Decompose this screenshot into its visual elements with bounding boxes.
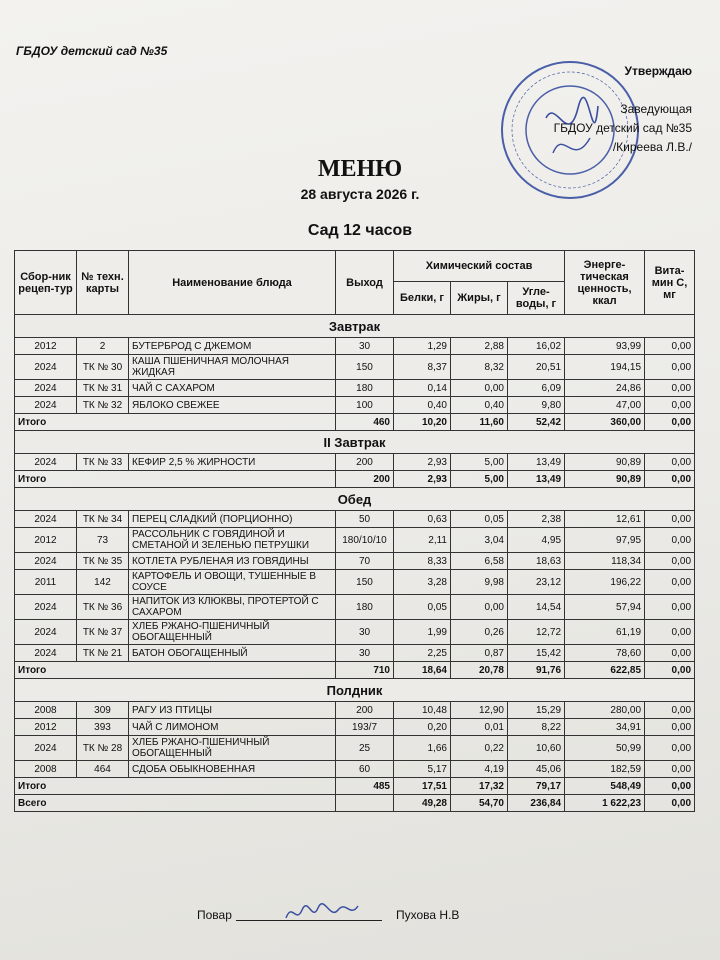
cell-dish: ПЕРЕЦ СЛАДКИЙ (ПОРЦИОННО) bbox=[129, 511, 336, 528]
cell-year: 2024 bbox=[15, 645, 77, 662]
total-row bbox=[15, 414, 695, 431]
table-row bbox=[15, 338, 695, 355]
grand-total-p: 49,28 bbox=[394, 795, 451, 812]
cell-c: 8,22 bbox=[508, 719, 565, 736]
cell-f: 5,00 bbox=[451, 454, 508, 471]
cell-e: 194,15 bbox=[565, 355, 645, 380]
cook-name: Пухова Н.В bbox=[396, 908, 460, 922]
total-f: 20,78 bbox=[451, 662, 508, 679]
cell-year: 2024 bbox=[15, 397, 77, 414]
total-e: 622,85 bbox=[565, 662, 645, 679]
cell-v: 0,00 bbox=[645, 338, 695, 355]
cell-p: 8,33 bbox=[394, 553, 451, 570]
approve-title: Утверждаю bbox=[624, 64, 692, 78]
menu-date: 28 августа 2026 г. bbox=[300, 186, 420, 202]
cell-f: 0,40 bbox=[451, 397, 508, 414]
cell-year: 2008 bbox=[15, 761, 77, 778]
cell-p: 0,40 bbox=[394, 397, 451, 414]
table-row bbox=[15, 355, 695, 380]
cell-out: 60 bbox=[336, 761, 394, 778]
cell-out: 70 bbox=[336, 553, 394, 570]
section-title: Обед bbox=[15, 488, 695, 511]
total-out: 460 bbox=[336, 414, 394, 431]
cell-e: 57,94 bbox=[565, 595, 645, 620]
cell-year: 2024 bbox=[15, 620, 77, 645]
grand-total-label: Всего bbox=[15, 795, 336, 812]
cell-year: 2012 bbox=[15, 338, 77, 355]
cell-p: 5,17 bbox=[394, 761, 451, 778]
total-p: 18,64 bbox=[394, 662, 451, 679]
cell-year: 2011 bbox=[15, 570, 77, 595]
cell-f: 0,87 bbox=[451, 645, 508, 662]
cell-e: 78,60 bbox=[565, 645, 645, 662]
cell-year: 2008 bbox=[15, 702, 77, 719]
header-carbs: Угле-воды, г bbox=[508, 282, 565, 315]
cell-e: 12,61 bbox=[565, 511, 645, 528]
cell-v: 0,00 bbox=[645, 553, 695, 570]
cell-year: 2024 bbox=[15, 553, 77, 570]
cell-out: 30 bbox=[336, 338, 394, 355]
cell-card: ТК № 36 bbox=[77, 595, 129, 620]
approve-name: /Киреева Л.В./ bbox=[612, 140, 692, 154]
cell-e: 24,86 bbox=[565, 380, 645, 397]
cell-out: 180 bbox=[336, 380, 394, 397]
total-out: 200 bbox=[336, 471, 394, 488]
cell-f: 12,90 bbox=[451, 702, 508, 719]
cell-out: 150 bbox=[336, 570, 394, 595]
section-row bbox=[15, 431, 695, 454]
header-energy: Энерге-тическая ценность, ккал bbox=[565, 251, 645, 315]
cell-f: 0,00 bbox=[451, 380, 508, 397]
cell-p: 1,66 bbox=[394, 736, 451, 761]
cell-v: 0,00 bbox=[645, 595, 695, 620]
total-p: 17,51 bbox=[394, 778, 451, 795]
table-row bbox=[15, 620, 695, 645]
section-title: II Завтрак bbox=[15, 431, 695, 454]
cell-c: 2,38 bbox=[508, 511, 565, 528]
menu-table bbox=[14, 250, 695, 812]
cell-f: 8,32 bbox=[451, 355, 508, 380]
cell-card: 2 bbox=[77, 338, 129, 355]
cell-e: 196,22 bbox=[565, 570, 645, 595]
cell-c: 15,29 bbox=[508, 702, 565, 719]
cell-e: 61,19 bbox=[565, 620, 645, 645]
cell-out: 30 bbox=[336, 645, 394, 662]
cell-p: 8,37 bbox=[394, 355, 451, 380]
total-label: Итого bbox=[15, 778, 336, 795]
total-c: 79,17 bbox=[508, 778, 565, 795]
cell-c: 10,60 bbox=[508, 736, 565, 761]
cell-p: 2,11 bbox=[394, 528, 451, 553]
cell-year: 2024 bbox=[15, 736, 77, 761]
cell-dish: БАТОН ОБОГАЩЕННЫЙ bbox=[129, 645, 336, 662]
cell-c: 20,51 bbox=[508, 355, 565, 380]
cell-out: 50 bbox=[336, 511, 394, 528]
total-row bbox=[15, 471, 695, 488]
cell-f: 0,26 bbox=[451, 620, 508, 645]
cell-card: ТК № 32 bbox=[77, 397, 129, 414]
cell-year: 2024 bbox=[15, 595, 77, 620]
cell-dish: КЕФИР 2,5 % ЖИРНОСТИ bbox=[129, 454, 336, 471]
total-row bbox=[15, 662, 695, 679]
cell-c: 18,63 bbox=[508, 553, 565, 570]
cell-card: ТК № 28 bbox=[77, 736, 129, 761]
header-output: Выход bbox=[336, 251, 394, 315]
cell-f: 4,19 bbox=[451, 761, 508, 778]
header-chem: Химический состав bbox=[394, 251, 565, 282]
total-out: 485 bbox=[336, 778, 394, 795]
cell-e: 118,34 bbox=[565, 553, 645, 570]
menu-title: МЕНЮ bbox=[317, 156, 403, 182]
cell-c: 9,80 bbox=[508, 397, 565, 414]
organization-name: ГБДОУ детский сад №35 bbox=[16, 44, 168, 58]
table-row bbox=[15, 380, 695, 397]
section-row bbox=[15, 679, 695, 702]
cell-c: 15,42 bbox=[508, 645, 565, 662]
cell-card: 309 bbox=[77, 702, 129, 719]
cell-card: ТК № 30 bbox=[77, 355, 129, 380]
cell-year: 2024 bbox=[15, 380, 77, 397]
cell-dish: ЯБЛОКО СВЕЖЕЕ bbox=[129, 397, 336, 414]
table-row bbox=[15, 397, 695, 414]
cell-v: 0,00 bbox=[645, 719, 695, 736]
cell-e: 34,91 bbox=[565, 719, 645, 736]
cell-card: ТК № 34 bbox=[77, 511, 129, 528]
table-row bbox=[15, 736, 695, 761]
header-fat: Жиры, г bbox=[451, 282, 508, 315]
cell-f: 0,05 bbox=[451, 511, 508, 528]
cell-dish: ХЛЕБ РЖАНО-ПШЕНИЧНЫЙ ОБОГАЩЕННЫЙ bbox=[129, 620, 336, 645]
cell-card: ТК № 35 bbox=[77, 553, 129, 570]
grand-total-f: 54,70 bbox=[451, 795, 508, 812]
cell-p: 0,05 bbox=[394, 595, 451, 620]
cell-dish: КАША ПШЕНИЧНАЯ МОЛОЧНАЯ ЖИДКАЯ bbox=[129, 355, 336, 380]
table-row bbox=[15, 553, 695, 570]
cell-v: 0,00 bbox=[645, 355, 695, 380]
group-title: Сад 12 часов bbox=[307, 222, 413, 239]
cell-out: 30 bbox=[336, 620, 394, 645]
cell-v: 0,00 bbox=[645, 736, 695, 761]
cell-card: 73 bbox=[77, 528, 129, 553]
cell-p: 0,20 bbox=[394, 719, 451, 736]
table-row bbox=[15, 645, 695, 662]
cell-out: 25 bbox=[336, 736, 394, 761]
total-f: 17,32 bbox=[451, 778, 508, 795]
table-row bbox=[15, 570, 695, 595]
grand-total-out bbox=[336, 795, 394, 812]
total-v: 0,00 bbox=[645, 471, 695, 488]
cell-dish: БУТЕРБРОД С ДЖЕМОМ bbox=[129, 338, 336, 355]
cell-card: 393 bbox=[77, 719, 129, 736]
table-row bbox=[15, 761, 695, 778]
total-e: 548,49 bbox=[565, 778, 645, 795]
header-dish: Наименование блюда bbox=[129, 251, 336, 315]
cell-v: 0,00 bbox=[645, 397, 695, 414]
total-label: Итого bbox=[15, 414, 336, 431]
cell-year: 2024 bbox=[15, 454, 77, 471]
cell-f: 0,22 bbox=[451, 736, 508, 761]
approve-org: ГБДОУ детский сад №35 bbox=[553, 121, 692, 135]
cell-dish: СДОБА ОБЫКНОВЕННАЯ bbox=[129, 761, 336, 778]
total-f: 11,60 bbox=[451, 414, 508, 431]
cell-card: ТК № 33 bbox=[77, 454, 129, 471]
approval-block bbox=[492, 62, 692, 157]
section-row bbox=[15, 315, 695, 338]
cell-c: 23,12 bbox=[508, 570, 565, 595]
cell-year: 2012 bbox=[15, 719, 77, 736]
cell-out: 180 bbox=[336, 595, 394, 620]
cell-year: 2024 bbox=[15, 511, 77, 528]
cell-f: 3,04 bbox=[451, 528, 508, 553]
cell-p: 0,63 bbox=[394, 511, 451, 528]
header-vitamin: Вита-мин С, мг bbox=[645, 251, 695, 315]
cell-card: ТК № 31 bbox=[77, 380, 129, 397]
section-title: Завтрак bbox=[15, 315, 695, 338]
table-row bbox=[15, 528, 695, 553]
table-row bbox=[15, 595, 695, 620]
cell-out: 150 bbox=[336, 355, 394, 380]
cell-dish: ЧАЙ С САХАРОМ bbox=[129, 380, 336, 397]
grand-total-row bbox=[15, 795, 695, 812]
cell-dish: КОТЛЕТА РУБЛЕНАЯ ИЗ ГОВЯДИНЫ bbox=[129, 553, 336, 570]
cook-signature-icon bbox=[282, 898, 362, 926]
cell-v: 0,00 bbox=[645, 570, 695, 595]
table-row bbox=[15, 454, 695, 471]
cell-c: 6,09 bbox=[508, 380, 565, 397]
grand-total-v: 0,00 bbox=[645, 795, 695, 812]
grand-total-c: 236,84 bbox=[508, 795, 565, 812]
total-v: 0,00 bbox=[645, 414, 695, 431]
cell-c: 14,54 bbox=[508, 595, 565, 620]
total-p: 10,20 bbox=[394, 414, 451, 431]
cell-dish: РАГУ ИЗ ПТИЦЫ bbox=[129, 702, 336, 719]
cell-c: 13,49 bbox=[508, 454, 565, 471]
cell-c: 12,72 bbox=[508, 620, 565, 645]
total-label: Итого bbox=[15, 471, 336, 488]
cell-e: 97,95 bbox=[565, 528, 645, 553]
grand-total-e: 1 622,23 bbox=[565, 795, 645, 812]
total-label: Итого bbox=[15, 662, 336, 679]
total-f: 5,00 bbox=[451, 471, 508, 488]
cell-dish: ХЛЕБ РЖАНО-ПШЕНИЧНЫЙ ОБОГАЩЕННЫЙ bbox=[129, 736, 336, 761]
cell-f: 9,98 bbox=[451, 570, 508, 595]
cell-p: 1,29 bbox=[394, 338, 451, 355]
cell-card: ТК № 21 bbox=[77, 645, 129, 662]
cell-p: 1,99 bbox=[394, 620, 451, 645]
total-c: 13,49 bbox=[508, 471, 565, 488]
menu-table-body bbox=[15, 315, 695, 812]
cell-out: 200 bbox=[336, 454, 394, 471]
cell-v: 0,00 bbox=[645, 620, 695, 645]
cook-label: Повар bbox=[197, 908, 232, 922]
cell-out: 180/10/10 bbox=[336, 528, 394, 553]
total-row bbox=[15, 778, 695, 795]
cell-p: 2,93 bbox=[394, 454, 451, 471]
table-row bbox=[15, 511, 695, 528]
cell-e: 47,00 bbox=[565, 397, 645, 414]
cell-c: 45,06 bbox=[508, 761, 565, 778]
cell-p: 10,48 bbox=[394, 702, 451, 719]
cell-f: 6,58 bbox=[451, 553, 508, 570]
cell-e: 280,00 bbox=[565, 702, 645, 719]
cell-v: 0,00 bbox=[645, 702, 695, 719]
cell-out: 193/7 bbox=[336, 719, 394, 736]
cell-v: 0,00 bbox=[645, 761, 695, 778]
cell-dish: ЧАЙ С ЛИМОНОМ bbox=[129, 719, 336, 736]
cell-v: 0,00 bbox=[645, 511, 695, 528]
cell-dish: КАРТОФЕЛЬ И ОВОЩИ, ТУШЕННЫЕ В СОУСЕ bbox=[129, 570, 336, 595]
section-row bbox=[15, 488, 695, 511]
cell-out: 100 bbox=[336, 397, 394, 414]
cell-card: ТК № 37 bbox=[77, 620, 129, 645]
total-p: 2,93 bbox=[394, 471, 451, 488]
cell-p: 3,28 bbox=[394, 570, 451, 595]
cell-e: 182,59 bbox=[565, 761, 645, 778]
header-collection: Сбор-ник рецеп-тур bbox=[15, 251, 77, 315]
cell-v: 0,00 bbox=[645, 528, 695, 553]
cell-f: 2,88 bbox=[451, 338, 508, 355]
table-row bbox=[15, 702, 695, 719]
header-tech-card: № техн. карты bbox=[77, 251, 129, 315]
total-c: 52,42 bbox=[508, 414, 565, 431]
cell-p: 0,14 bbox=[394, 380, 451, 397]
cell-c: 16,02 bbox=[508, 338, 565, 355]
total-c: 91,76 bbox=[508, 662, 565, 679]
header-protein: Белки, г bbox=[394, 282, 451, 315]
cell-c: 4,95 bbox=[508, 528, 565, 553]
cell-dish: РАССОЛЬНИК С ГОВЯДИНОЙ И СМЕТАНОЙ И ЗЕЛЕНЬЮ ПЕТРУШКИ bbox=[129, 528, 336, 553]
cell-e: 90,89 bbox=[565, 454, 645, 471]
total-v: 0,00 bbox=[645, 662, 695, 679]
cell-p: 2,25 bbox=[394, 645, 451, 662]
cell-e: 50,99 bbox=[565, 736, 645, 761]
total-e: 90,89 bbox=[565, 471, 645, 488]
cell-card: 464 bbox=[77, 761, 129, 778]
total-out: 710 bbox=[336, 662, 394, 679]
section-title: Полдник bbox=[15, 679, 695, 702]
cell-f: 0,00 bbox=[451, 595, 508, 620]
table-row bbox=[15, 719, 695, 736]
cell-v: 0,00 bbox=[645, 380, 695, 397]
cell-v: 0,00 bbox=[645, 454, 695, 471]
cell-dish: НАПИТОК ИЗ КЛЮКВЫ, ПРОТЕРТОЙ С САХАРОМ bbox=[129, 595, 336, 620]
total-v: 0,00 bbox=[645, 778, 695, 795]
total-e: 360,00 bbox=[565, 414, 645, 431]
cell-e: 93,99 bbox=[565, 338, 645, 355]
cell-out: 200 bbox=[336, 702, 394, 719]
cell-f: 0,01 bbox=[451, 719, 508, 736]
cell-year: 2024 bbox=[15, 355, 77, 380]
cell-v: 0,00 bbox=[645, 645, 695, 662]
cell-year: 2012 bbox=[15, 528, 77, 553]
approve-position: Заведующая bbox=[620, 102, 692, 116]
cell-card: 142 bbox=[77, 570, 129, 595]
